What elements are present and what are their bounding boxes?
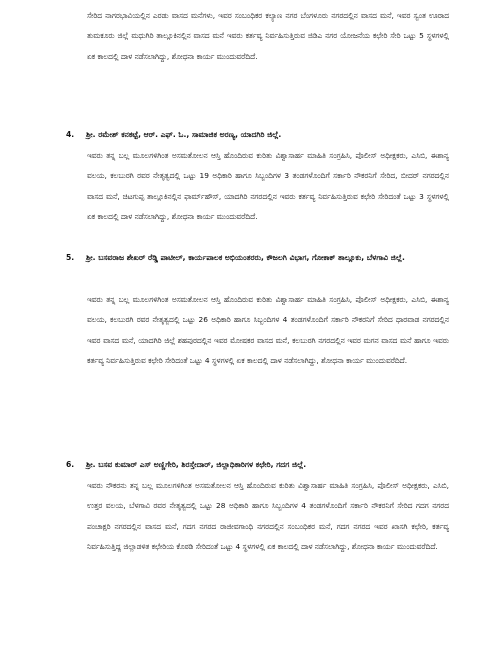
- item-number: 5.: [66, 253, 75, 262]
- item-heading-6: [66, 455, 456, 475]
- item-heading-5: [66, 248, 456, 268]
- item-heading-text: ಶ್ರೀ. ಬಸವ ಕುಮಾರ್ ಎಸ್ ಅಣ್ಣಿಗೇರಿ, ಶಿರಸ್ತೇದಾರ್, ಜಿಲ್ಲಾಧಿಕಾರಿಗಳ ಕಛೇರಿ, ಗದಗ ಜಿಲ್ಲೆ.: [86, 460, 307, 469]
- item-heading-text: ಶ್ರೀ. ರಮೇಶ್ ಕನಕಟ್ಟೆ, ಆರ್. ಎಫ್. ಓ., ಸಾಮಾಜಿಕ ಅರಣ್ಯ, ಯಾದಗಿರಿ ಜಿಲ್ಲೆ.: [86, 130, 282, 139]
- item-heading-text: ಶ್ರೀ. ಬಸವರಾಜ ಶೇಖರ್ ರೆಡ್ಡಿ ಪಾಟೀಲ್, ಕಾರ್ಯಪಾಲಕ ಅಭಿಯಂತರರು, ಕೌಜಲಗಿ ವಿಭಾಗ, ಗೋಕಾಕ್ ತಾಲ್ಲೂಕು, ಬೆಳಗಾವಿ ಜಿಲ್ಲೆ.: [86, 253, 405, 262]
- intro-paragraph: ಸೇರಿದ ನಾಗರಭಾವಿಯಲ್ಲಿನ ಎರಡು ವಾಸದ ಮನೆಗಳು, ಇವರ ಸಂಬಂಧಿಕರ ಕಲ್ಯಾಣ ನಗರ ಬೆಂಗಳೂರು ನಗರದಲ್ಲಿನ ವಾಸದ ಮನೆ, ಇವರ ಸ್ವಂತ ಊರಾದ ತುಮಕೂರು ಜಿಲ್ಲೆ ಮಧುಗಿರಿ ತಾಲ್ಲೂಕಿನಲ್ಲಿನ ವಾಸದ ಮನೆ ಇವರು ಕರ್ತವ್ಯ ನಿರ್ವಹಿಸುತ್ತಿರುವ ಜಿಡಿಎ ನಗರ ಯೋಜನೆಯ ಕಛೇರಿ ಸೇರಿ ಒಟ್ಟು 5 ಸ್ಥಳಗಳಲ್ಲಿ ಏಕ ಕಾಲದಲ್ಲಿ ದಾಳ ನಡೆಸಲಾಗಿದ್ದು, ಶೋಧನಾ ಕಾರ್ಯ ಮುಂದುವರೆದಿದೆ.: [87, 11, 449, 61]
- item-heading-4: [66, 125, 456, 145]
- item-body-4: ಇವರು ತನ್ನ ಬಲ್ಲ ಮೂಲಗಳಿಗಿಂತ ಅಸಮತೋಲನ ಆಸ್ತಿ ಹೊಂದಿರುವ ಕುರಿತು ವಿಶ್ವಾಸಾರ್ಹ ಮಾಹಿತಿ ಸಂಗ್ರಹಿಸಿ, ಪೊಲೀಸ್ ಅಧೀಕ್ಷಕರು, ಎಸಿಬಿ, ಈಶಾನ್ಯ ವಲಯ, ಕಲಬುರಗಿ ರವರ ನೇತೃತ್ವದಲ್ಲಿ ಒಟ್ಟು 19 ಅಧಿಕಾರಿ ಹಾಗೂ ಸಿಬ್ಬಂದಿಗಳ 3 ತಂಡಗಳೊಂದಿಗೆ ಸರ್ಕಾರಿ ನೌಕರನಿಗೆ ಸೇರಿದ, ಬೀದರ್ ನಗರದಲ್ಲಿನ ವಾಸದ ಮನೆ, ಚಿಟಗುಪ್ಪ ತಾಲ್ಲೂಕಿನಲ್ಲಿನ ಫಾರ್ಮ್‌ಹೌಸ್, ಯಾದಗಿರಿ ನಗರದಲ್ಲಿನ ಇವರು ಕರ್ತವ್ಯ ನಿರ್ವಹಿಸುತ್ತಿರುವ ಕಛೇರಿ ಸೇರಿದಂತೆ ಒಟ್ಟು 3 ಸ್ಥಳಗಳಲ್ಲಿ ಏಕ ಕಾಲದಲ್ಲಿ ದಾಳ ನಡೆಸಲಾಗಿದ್ದು, ಶೋಧನಾ ಕಾರ್ಯ ಮುಂದುವರೆದಿದೆ.: [87, 151, 449, 221]
- item-number: 6.: [66, 460, 75, 469]
- item-number: 4.: [66, 130, 75, 139]
- item-body-5: ಇವರು ತನ್ನ ಬಲ್ಲ ಮೂಲಗಳಿಗಿಂತ ಅಸಮತೋಲನ ಆಸ್ತಿ ಹೊಂದಿರುವ ಕುರಿತು ವಿಶ್ವಾಸಾರ್ಹ ಮಾಹಿತಿ ಸಂಗ್ರಹಿಸಿ, ಪೊಲೀಸ್ ಅಧೀಕ್ಷಕರು, ಎಸಿಬಿ, ಈಶಾನ್ಯ ವಲಯ, ಕಲಬುರಗಿ ರವರ ನೇತೃತ್ವದಲ್ಲಿ ಒಟ್ಟು 26 ಅಧಿಕಾರಿ ಹಾಗೂ ಸಿಬ್ಬಂದಿಗಳ 4 ತಂಡಗಳೊಂದಿಗೆ ಸರ್ಕಾರಿ ನೌಕರನಿಗೆ ಸೇರಿದ ಧಾರವಾಡ ನಗರದಲ್ಲಿನ ಇವರ ವಾಸದ ಮನೆ, ಯಾದಗಿರಿ ಜಿಲ್ಲೆ ಶಹಪುರದಲ್ಲಿನ ಇವರ ಮೋಷಕರ ವಾಸದ ಮನೆ, ಕಲಬುರಗಿ ನಗರದಲ್ಲಿನ ಇವರ ಮಗನ ವಾಸದ ಮನೆ ಹಾಗೂ ಇವರು ಕರ್ತವ್ಯ ನಿರ್ವಹಿಸುತ್ತಿರುವ ಕಛೇರಿ ಸೇರಿದಂತೆ ಒಟ್ಟು 4 ಸ್ಥಳಗಳಲ್ಲಿ ಏಕ ಕಾಲದಲ್ಲಿ ದಾಳ ನಡೆಸಲಾಗಿದ್ದು, ಶೋಧನಾ ಕಾರ್ಯ ಮುಂದುವರೆದಿದೆ.: [87, 295, 449, 365]
- item-body-6: ಇವರು ನೌಕರನು ತನ್ನ ಬಲ್ಲ ಮೂಲಗಳಿಗಿಂತ ಅಸಮತೋಲನ ಆಸ್ತಿ ಹೊಂದಿರುವ ಕುರಿತು ವಿಶ್ವಾಸಾರ್ಹ ಮಾಹಿತಿ ಸಂಗ್ರಹಿಸಿ, ಪೊಲೀಸ್ ಅಧೀಕ್ಷಕರು, ಎಸಿಬಿ, ಉತ್ತರ ವಲಯ, ಬೆಳಗಾವಿ ರವರ ನೇತೃತ್ವದಲ್ಲಿ ಒಟ್ಟು 28 ಅಧಿಕಾರಿ ಹಾಗೂ ಸಿಬ್ಬಂದಿಗಳ 4 ತಂಡಗಳೊಂದಿಗೆ ಸರ್ಕಾರಿ ನೌಕರನಿಗೆ ಸೇರಿದ ಗದಗ ನಗರದ ಪಂಚಾಕ್ಷರಿ ನಗರದಲ್ಲಿನ ವಾಸದ ಮನೆ, ಗದಗ ನಗರದ ರಾಜೀವಗಾಂಧಿ ನಗರದಲ್ಲಿನ ಸಂಬಂಧಿಕರ ಮನೆ, ಗದಗ ನಗರದ ಇವರ ಖಾಸಗಿ ಕಛೇರಿ, ಕರ್ತವ್ಯ ನಿರ್ವಹಿಸುತ್ತಿದ್ದ ಜಿಲ್ಲಾಡಳಿತ ಕಛೇರಿಯ ಕೊಠಡಿ ಸೇರಿದಂತೆ ಒಟ್ಟು 4 ಸ್ಥಳಗಳಲ್ಲಿ ಏಕ ಕಾಲದಲ್ಲಿ ದಾಳ ನಡೆಸಲಾಗಿದ್ದು, ಶೋಧನಾ ಕಾರ್ಯ ಮುಂದುವರೆದಿದೆ.: [87, 481, 449, 551]
